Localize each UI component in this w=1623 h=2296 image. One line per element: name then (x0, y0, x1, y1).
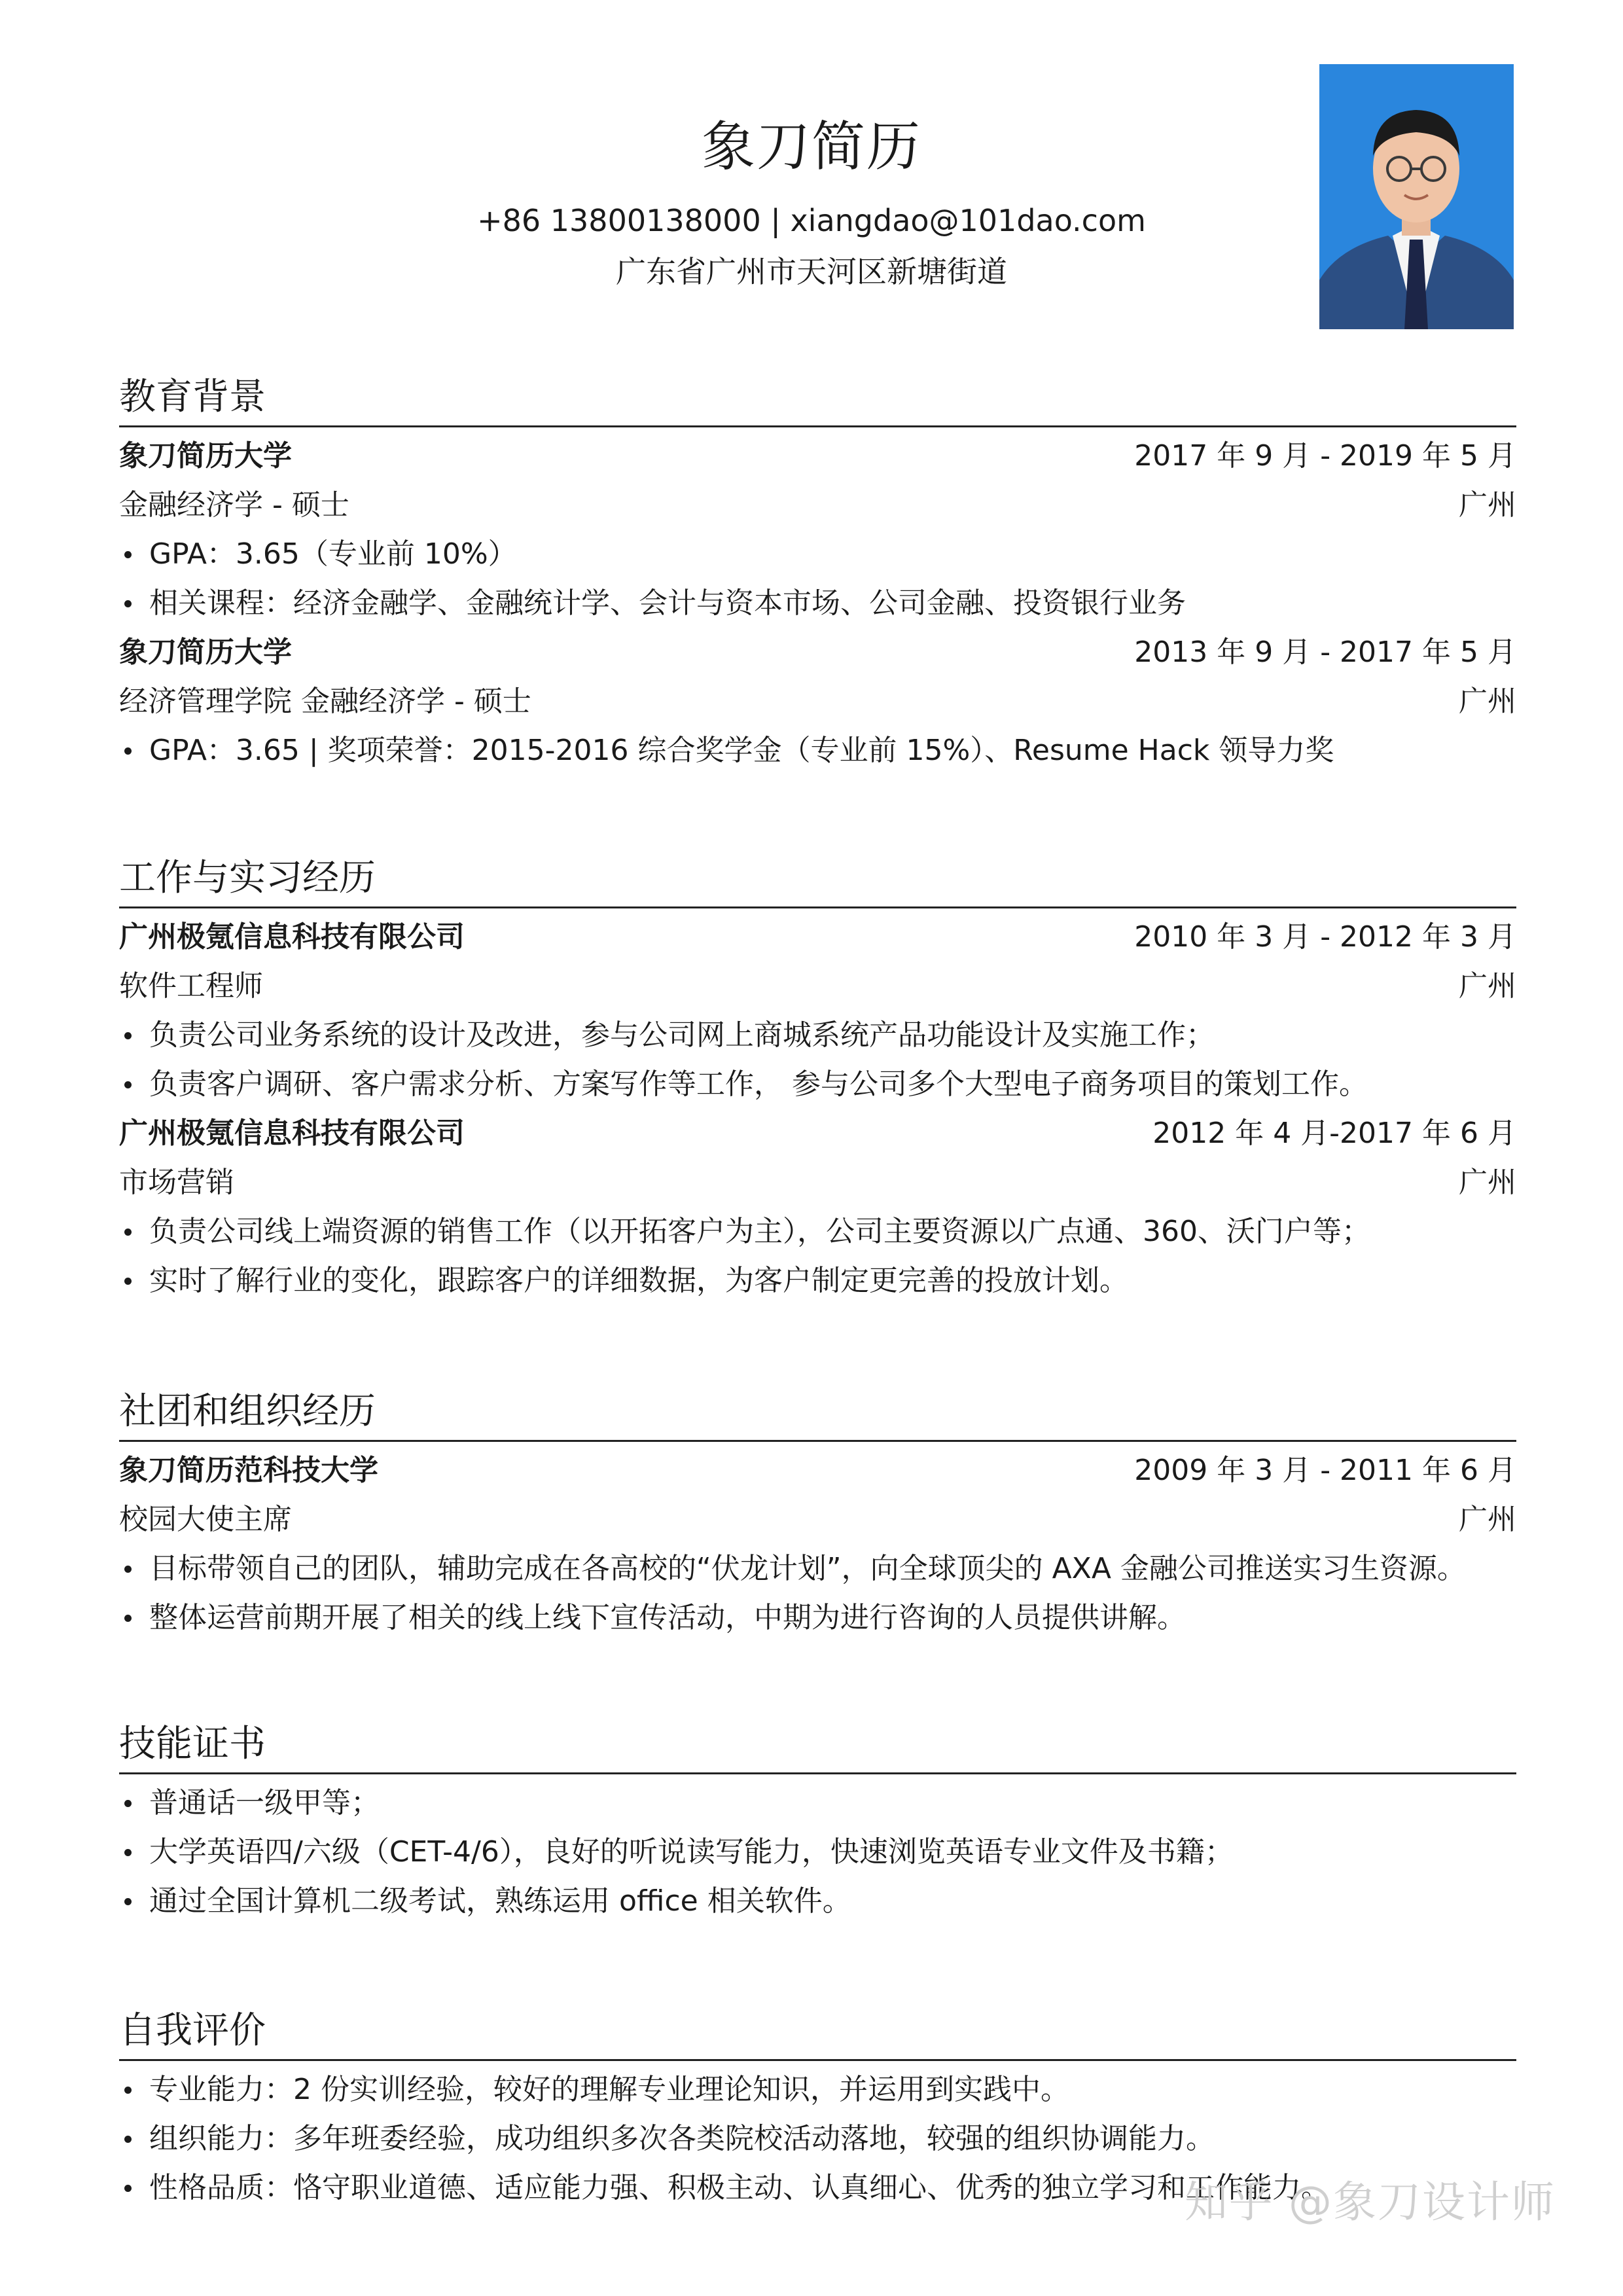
list-item: 性格品质：恪守职业道德、适应能力强、积极主动、认真细心、优秀的独立学习和工作能力。 (119, 2163, 1516, 2212)
date-range: 2012 年 4 月-2017 年 6 月 (1152, 1117, 1516, 1150)
list-item: 大学英语四/六级（CET-4/6），良好的听说读写能力，快速浏览英语专业文件及书籍； (119, 1827, 1516, 1876)
candidate-name: 象刀简历 (701, 116, 921, 178)
company-name: 广州极氪信息科技有限公司 (119, 920, 465, 954)
list-item: 专业能力：2 份实训经验，较好的理解专业理论知识，并运用到实践中。 (119, 2065, 1516, 2114)
skills-section (119, 1720, 1516, 1926)
list-item: 负责客户调研、客户需求分析、方案写作等工作， 参与公司多个大型电子商务项目的策划工作。 (119, 1060, 1516, 1109)
list-item: GPA：3.65 | 奖项荣誉：2015-2016 综合奖学金（专业前 15%）、Resume Hack 领导力奖 (119, 726, 1516, 775)
list-item: 普通话一级甲等； (119, 1778, 1516, 1827)
company-name: 广州极氪信息科技有限公司 (119, 1117, 465, 1150)
date-range: 2017 年 9 月 - 2019 年 5 月 (1134, 439, 1516, 473)
list-item: 实时了解行业的变化，跟踪客户的详细数据，为客户制定更完善的投放计划。 (119, 1256, 1516, 1305)
education-entry (119, 628, 1516, 775)
list-item: 整体运营前期开展了相关的线上线下宣传活动，中期为进行咨询的人员提供讲解。 (119, 1593, 1516, 1642)
date-range: 2013 年 9 月 - 2017 年 5 月 (1134, 636, 1516, 669)
list-item: 通过全国计算机二级考试，熟练运用 office 相关软件。 (119, 1876, 1516, 1926)
list-item: 负责公司业务系统的设计及改进，参与公司网上商城系统产品功能设计及实施工作； (119, 1011, 1516, 1060)
list-item: 相关课程：经济金融学、金融统计学、会计与资本市场、公司金融、投资银行业务 (119, 579, 1516, 628)
profile-photo (1319, 64, 1514, 329)
section-title: 工作与实习经历 (119, 854, 1516, 908)
clubs-section (119, 1388, 1516, 1642)
watermark: 知乎 @象刀设计师 (1185, 2177, 1556, 2227)
work-entry (119, 1109, 1516, 1305)
list-item: GPA：3.65（专业前 10%） (119, 529, 1516, 579)
address-line: 广东省广州市天河区新塘街道 (616, 254, 1007, 289)
degree-label: 金融经济学 - 硕士 (119, 488, 349, 522)
job-title: 市场营销 (119, 1166, 234, 1199)
organization-name: 象刀简历范科技大学 (119, 1454, 378, 1487)
location-label: 广州 (1459, 969, 1516, 1003)
position-title: 校园大使主席 (119, 1503, 292, 1536)
date-range: 2009 年 3 月 - 2011 年 6 月 (1134, 1454, 1516, 1487)
section-title: 社团和组织经历 (119, 1388, 1516, 1442)
work-section (119, 854, 1516, 1305)
location-label: 广州 (1459, 1503, 1516, 1536)
section-title: 教育背景 (119, 373, 1516, 427)
date-range: 2010 年 3 月 - 2012 年 3 月 (1134, 920, 1516, 954)
location-label: 广州 (1459, 685, 1516, 718)
contact-line: +86 13800138000 | xiangdao@101dao.com (477, 203, 1146, 238)
education-section (119, 373, 1516, 775)
job-title: 软件工程师 (119, 969, 263, 1003)
location-label: 广州 (1459, 1166, 1516, 1199)
institution-name: 象刀简历大学 (119, 636, 292, 669)
section-title: 自我评价 (119, 2007, 1516, 2061)
degree-label: 经济管理学院 金融经济学 - 硕士 (119, 685, 531, 718)
list-item: 负责公司线上端资源的销售工作（以开拓客户为主），公司主要资源以广点通、360、沃门户等； (119, 1207, 1516, 1256)
list-item: 组织能力：多年班委经验，成功组织多次各类院校活动落地，较强的组织协调能力。 (119, 2114, 1516, 2163)
education-entry (119, 431, 1516, 628)
work-entry (119, 912, 1516, 1109)
institution-name: 象刀简历大学 (119, 439, 292, 473)
section-title: 技能证书 (119, 1720, 1516, 1774)
club-entry (119, 1446, 1516, 1642)
list-item: 目标带领自己的团队，辅助完成在各高校的“伏龙计划”，向全球顶尖的 AXA 金融公司推送实习生资源。 (119, 1544, 1516, 1593)
location-label: 广州 (1459, 488, 1516, 522)
